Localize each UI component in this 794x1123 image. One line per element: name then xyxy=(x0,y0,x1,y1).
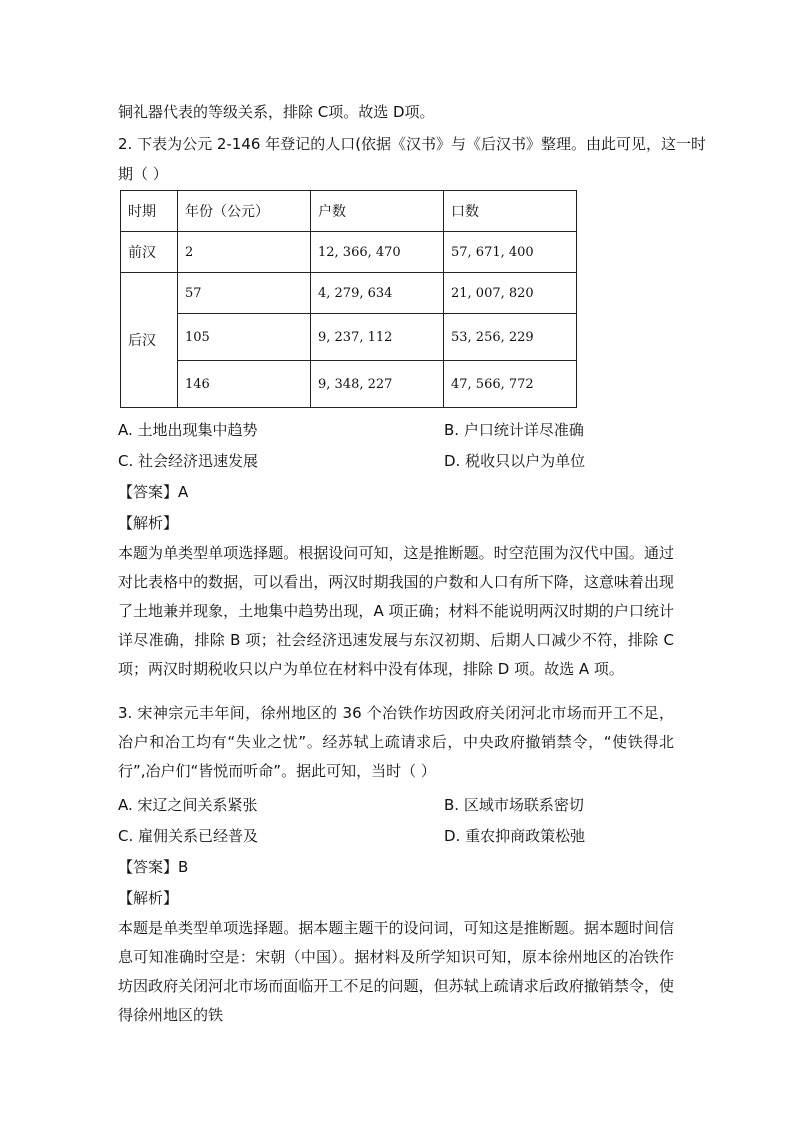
q2-option-b: B. 户口统计详尽准确 xyxy=(444,421,584,439)
q2-answer: 【答案】A xyxy=(118,483,189,501)
year-cell: 2 xyxy=(178,232,311,273)
q3-answer: 【答案】B xyxy=(118,858,189,876)
table-header-row xyxy=(121,191,577,232)
year-cell: 146 xyxy=(178,361,311,408)
q3-stem: 3. 宋神宗元丰年间，徐州地区的 36 个冶铁作坊因政府关闭河北市场而开工不足，冶户和冶工均有“失业之忧”。经苏轼上疏请求后，中央政府撤销禁令，“使铁得北行”,冶户们“皆悦而听命”。据此可知，当时（ ） xyxy=(118,704,674,780)
q2-option-a: A. 土地出现集中趋势 xyxy=(118,421,258,439)
year-cell: 105 xyxy=(178,314,311,361)
q2-stem-line1: 2. 下表为公元 2-146 年登记的人口(依据《汉书》与《后汉书》整理。由此可见，这一时 xyxy=(118,135,707,153)
q2-analysis-text: 本题为单类型单项选择题。根据设问可知，这是推断题。时空范围为汉代中国。通过对比表格中的数据，可以看出，两汉时期我国的户数和人口有所下降，这意味着出现了土地兼并现象，土地集中趋势出现，A 项正确；材料不能说明两汉时期的户口统计详尽准确，排除 B 项；社会经济迅速发展与东汉初期、后期人口减少不符，排除 C 项；两汉时期税收只以户为单位在材料中没有体现，排除 D 项。故选 A 项。 xyxy=(118,544,674,678)
q3-analysis-text: 本题是单类型单项选择题。据本题主题干的设问词，可知这是推断题。据本题时间信息可知准确时空是：宋朝（中国）。据材料及所学知识可知，原本徐州地区的冶铁作坊因政府关闭河北市场而面临开工不足的问题，但苏轼上疏请求后政府撤销禁令，使得徐州地区的铁 xyxy=(118,919,674,1024)
table-row xyxy=(121,361,577,408)
table-row xyxy=(121,273,577,314)
q2-option-c: C. 社会经济迅速发展 xyxy=(118,452,259,470)
table-row xyxy=(121,232,577,273)
population-cell: 47, 566, 772 xyxy=(444,361,577,408)
period-cell: 后汉 xyxy=(121,273,178,408)
households-cell: 12, 366, 470 xyxy=(311,232,444,273)
q3-option-c: C. 雇佣关系已经普及 xyxy=(118,827,259,845)
population-cell: 21, 007, 820 xyxy=(444,273,577,314)
header-year: 年份（公元） xyxy=(178,191,311,232)
households-cell: 9, 348, 227 xyxy=(311,361,444,408)
q3-option-a: A. 宋辽之间关系紧张 xyxy=(118,796,258,814)
q3-analysis-label: 【解析】 xyxy=(118,889,179,907)
households-cell: 9, 237, 112 xyxy=(311,314,444,361)
intro-line: 铜礼器代表的等级关系，排除 C项。故选 D项。 xyxy=(118,103,435,121)
households-cell: 4, 279, 634 xyxy=(311,273,444,314)
q2-stem-line2: 期（ ） xyxy=(118,165,168,183)
table-row xyxy=(121,314,577,361)
population-cell: 53, 256, 229 xyxy=(444,314,577,361)
q3-option-b: B. 区域市场联系密切 xyxy=(444,796,584,814)
population-table xyxy=(120,190,577,408)
q2-option-d: D. 税收只以户为单位 xyxy=(444,452,586,470)
q2-analysis-label: 【解析】 xyxy=(118,514,179,532)
q3-option-d: D. 重农抑商政策松弛 xyxy=(444,827,586,845)
header-period: 时期 xyxy=(121,191,178,232)
period-cell: 前汉 xyxy=(121,232,178,273)
year-cell: 57 xyxy=(178,273,311,314)
header-population: 口数 xyxy=(444,191,577,232)
population-cell: 57, 671, 400 xyxy=(444,232,577,273)
header-households: 户数 xyxy=(311,191,444,232)
